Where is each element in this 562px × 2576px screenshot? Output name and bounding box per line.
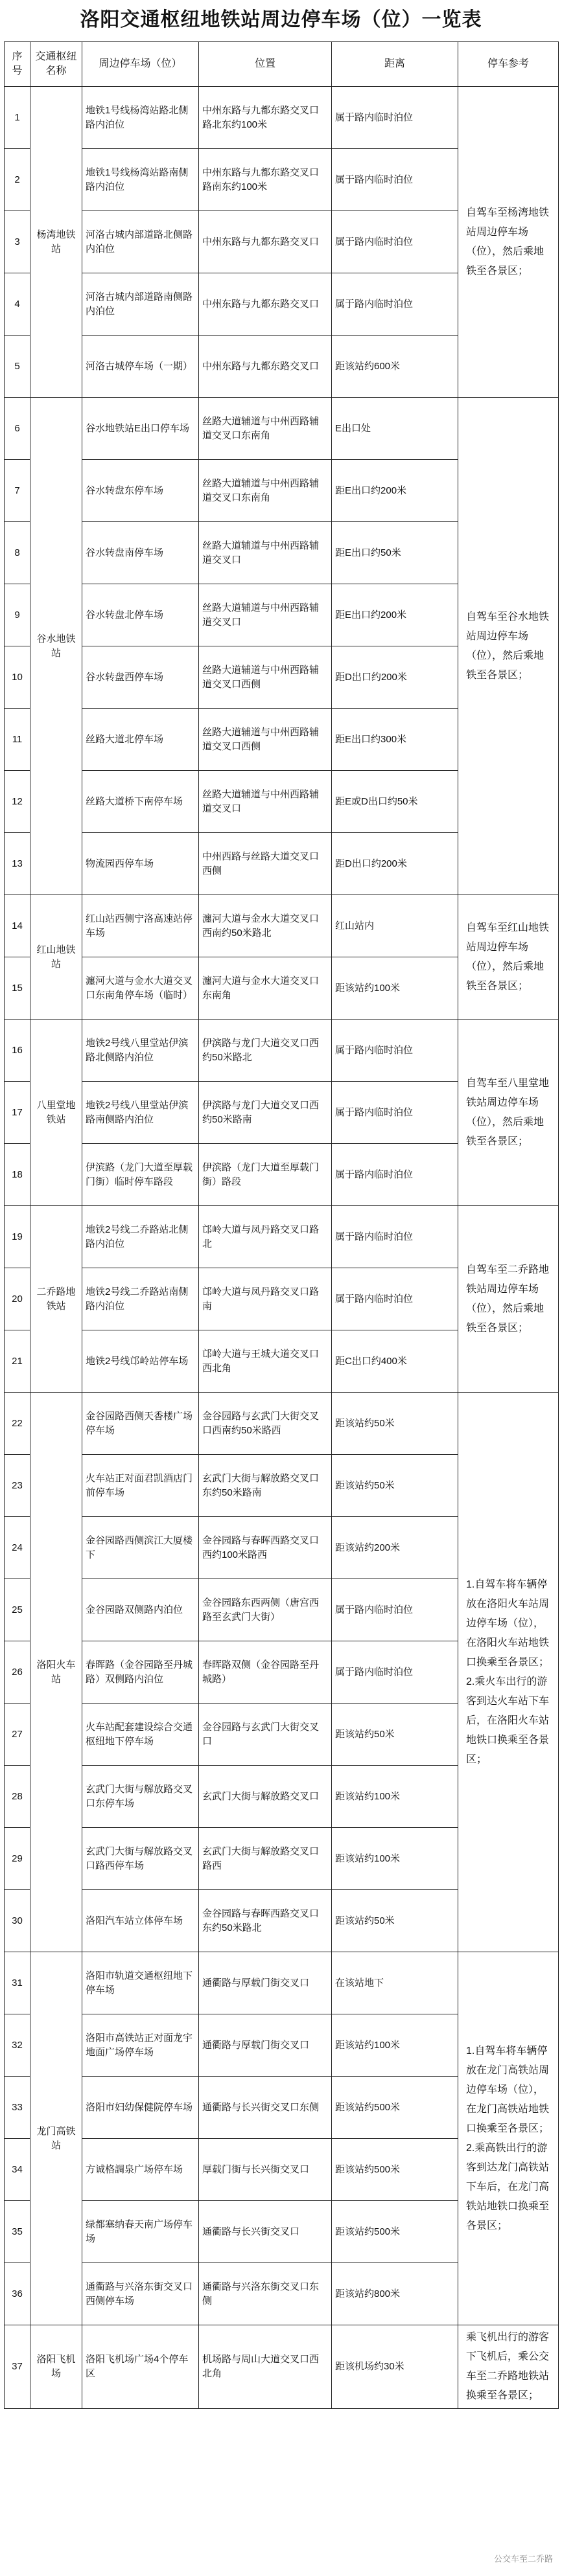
parking-distance: 属于路内临时泊位 [332, 1082, 458, 1144]
row-number: 10 [5, 646, 30, 709]
table-row [5, 1206, 559, 1268]
parking-location: 中州东路与九都东路交叉口路南东约100米 [199, 149, 332, 211]
parking-distance: 距该机场约30米 [332, 2325, 458, 2409]
parking-location: 金谷园路与玄武门大街交叉口西南约50米路西 [199, 1393, 332, 1455]
hub-name: 杨湾地铁站 [30, 87, 82, 398]
parking-distance: 属于路内临时泊位 [332, 273, 458, 336]
parking-location: 中州东路与九都东路交叉口 [199, 273, 332, 336]
row-number: 37 [5, 2325, 30, 2409]
row-number: 11 [5, 709, 30, 771]
parking-lot-name: 丝路大道桥下南停车场 [82, 771, 199, 833]
header-lot: 周边停车场（位） [82, 42, 199, 87]
row-number: 2 [5, 149, 30, 211]
row-number: 3 [5, 211, 30, 273]
parking-distance: 距该站约50米 [332, 1704, 458, 1766]
parking-distance: 属于路内临时泊位 [332, 1579, 458, 1641]
parking-lot-name: 洛阳飞机场广场4个停车区 [82, 2325, 199, 2409]
row-number: 28 [5, 1766, 30, 1828]
row-number: 14 [5, 895, 30, 957]
parking-location: 机场路与周山大道交叉口西北角 [199, 2325, 332, 2409]
row-number: 24 [5, 1517, 30, 1579]
parking-advice: 1.自驾车将车辆停放在洛阳火车站周边停车场（位），在洛阳火车站地铁口换乘至各景区；2.乘火车出行的游客到达火车站下车后，在洛阳火车站地铁口换乘至各景区； [458, 1393, 559, 1952]
parking-lot-name: 伊滨路（龙门大道至厚载门街）临时停车路段 [82, 1144, 199, 1206]
row-number: 13 [5, 833, 30, 895]
parking-location: 中州东路与九都东路交叉口 [199, 336, 332, 398]
table-row [5, 895, 559, 957]
parking-location: 伊滨路与龙门大道交叉口西约50米路北 [199, 1020, 332, 1082]
parking-location: 中州东路与九都东路交叉口 [199, 211, 332, 273]
row-number: 34 [5, 2139, 30, 2201]
table-row [5, 398, 559, 460]
parking-advice: 自驾车至八里堂地铁站周边停车场（位），然后乘地铁至各景区； [458, 1020, 559, 1206]
parking-distance: E出口处 [332, 398, 458, 460]
row-number: 30 [5, 1890, 30, 1952]
row-number: 8 [5, 522, 30, 584]
parking-distance: 属于路内临时泊位 [332, 211, 458, 273]
parking-distance: 距该站约200米 [332, 1517, 458, 1579]
parking-distance: 属于路内临时泊位 [332, 1641, 458, 1704]
parking-location: 丝路大道辅道与中州西路辅道交叉口 [199, 771, 332, 833]
parking-distance: 距该站约50米 [332, 1393, 458, 1455]
hub-name: 谷水地铁站 [30, 398, 82, 895]
parking-location: 丝路大道辅道与中州西路辅道交叉口 [199, 584, 332, 646]
parking-lot-name: 地铁1号线杨湾站路北侧路内泊位 [82, 87, 199, 149]
parking-location: 通衢路与长兴街交叉口东侧 [199, 2077, 332, 2139]
header-seq: 序号 [5, 42, 30, 87]
parking-lot-name: 火车站配套建设综合交通枢纽地下停车场 [82, 1704, 199, 1766]
row-number: 20 [5, 1268, 30, 1330]
parking-lot-name: 河洛古城停车场（一期） [82, 336, 199, 398]
header-hub: 交通枢纽名称 [30, 42, 82, 87]
parking-distance: 属于路内临时泊位 [332, 1020, 458, 1082]
parking-distance: 距该站约100米 [332, 1828, 458, 1890]
row-number: 17 [5, 1082, 30, 1144]
parking-location: 丝路大道辅道与中州西路辅道交叉口东南角 [199, 398, 332, 460]
row-number: 33 [5, 2077, 30, 2139]
hub-name: 洛阳飞机场 [30, 2325, 82, 2409]
parking-lot-name: 河洛古城内部道路北侧路内泊位 [82, 211, 199, 273]
parking-distance: 属于路内临时泊位 [332, 1144, 458, 1206]
parking-location: 通衢路与兴洛东街交叉口东侧 [199, 2263, 332, 2325]
parking-lot-name: 金谷园路西侧天香楼广场停车场 [82, 1393, 199, 1455]
parking-location: 通衢路与厚载门街交叉口 [199, 1952, 332, 2014]
parking-location: 瀍河大道与金水大道交叉口东南角 [199, 957, 332, 1020]
parking-location: 春晖路双侧（金谷园路至丹城路） [199, 1641, 332, 1704]
row-number: 7 [5, 460, 30, 522]
hub-name: 洛阳火车站 [30, 1393, 82, 1952]
parking-lot-name: 金谷园路西侧滨江大厦楼下 [82, 1517, 199, 1579]
parking-advice: 1.自驾车将车辆停放在龙门高铁站周边停车场（位），在龙门高铁站地铁口换乘至各景区；2.乘高铁出行的游客到达龙门高铁站下车后，在龙门高铁站地铁口换乘至各景区； [458, 1952, 559, 2325]
table-header-row [5, 42, 559, 87]
hub-name: 红山地铁站 [30, 895, 82, 1020]
parking-distance: 距C出口约400米 [332, 1330, 458, 1393]
parking-distance: 距该站约800米 [332, 2263, 458, 2325]
row-number: 25 [5, 1579, 30, 1641]
parking-lot-name: 河洛古城内部道路南侧路内泊位 [82, 273, 199, 336]
parking-lot-name: 谷水转盘北停车场 [82, 584, 199, 646]
row-number: 6 [5, 398, 30, 460]
parking-lot-name: 谷水转盘南停车场 [82, 522, 199, 584]
parking-location: 金谷园路与春晖西路交叉口东约50米路北 [199, 1890, 332, 1952]
row-number: 29 [5, 1828, 30, 1890]
parking-lot-name: 火车站正对面君凯酒店门前停车场 [82, 1455, 199, 1517]
parking-advice: 自驾车至谷水地铁站周边停车场（位），然后乘地铁至各景区； [458, 398, 559, 895]
parking-location: 丝路大道辅道与中州西路辅道交叉口 [199, 522, 332, 584]
parking-distance: 距该站约100米 [332, 1766, 458, 1828]
row-number: 21 [5, 1330, 30, 1393]
row-number: 12 [5, 771, 30, 833]
row-number: 22 [5, 1393, 30, 1455]
table-row [5, 87, 559, 149]
parking-distance: 距E或D出口约50米 [332, 771, 458, 833]
header-location: 位置 [199, 42, 332, 87]
parking-location: 金谷园路东西两侧（唐宫西路至玄武门大街） [199, 1579, 332, 1641]
hub-name: 八里堂地铁站 [30, 1020, 82, 1206]
parking-location: 玄武门大街与解放路交叉口东约50米路南 [199, 1455, 332, 1517]
parking-distance: 属于路内临时泊位 [332, 1268, 458, 1330]
parking-location: 丝路大道辅道与中州西路辅道交叉口东南角 [199, 460, 332, 522]
parking-lot-name: 金谷园路双侧路内泊位 [82, 1579, 199, 1641]
parking-lot-name: 谷水转盘西停车场 [82, 646, 199, 709]
parking-distance: 距该站约50米 [332, 1455, 458, 1517]
parking-lot-name: 洛阳市妇幼保健院停车场 [82, 2077, 199, 2139]
parking-distance: 属于路内临时泊位 [332, 87, 458, 149]
parking-lot-name: 绿都塞纳春天南广场停车场 [82, 2201, 199, 2263]
parking-lot-name: 物流园西停车场 [82, 833, 199, 895]
row-number: 18 [5, 1144, 30, 1206]
parking-lot-name: 地铁2号线二乔路站南侧路内泊位 [82, 1268, 199, 1330]
parking-lot-name: 洛阳汽车站立体停车场 [82, 1890, 199, 1952]
parking-lot-name: 通衢路与兴洛东街交叉口西侧停车场 [82, 2263, 199, 2325]
parking-location: 丝路大道辅道与中州西路辅道交叉口西侧 [199, 646, 332, 709]
row-number: 1 [5, 87, 30, 149]
parking-table [4, 41, 559, 2409]
parking-distance: 属于路内临时泊位 [332, 149, 458, 211]
parking-location: 丝路大道辅道与中州西路辅道交叉口西侧 [199, 709, 332, 771]
parking-lot-name: 谷水转盘东停车场 [82, 460, 199, 522]
page-title: 洛阳交通枢纽地铁站周边停车场（位）一览表 [80, 9, 482, 30]
row-number: 16 [5, 1020, 30, 1082]
table-row [5, 2325, 559, 2409]
parking-distance: 距该站约500米 [332, 2139, 458, 2201]
parking-location: 伊滨路与龙门大道交叉口西约50米路南 [199, 1082, 332, 1144]
row-number: 15 [5, 957, 30, 1020]
parking-location: 邙岭大道与凤丹路交叉口路北 [199, 1206, 332, 1268]
row-number: 23 [5, 1455, 30, 1517]
parking-location: 中州东路与九都东路交叉口路北东约100米 [199, 87, 332, 149]
watermark: 公交车至二乔路 [493, 2554, 553, 2564]
parking-distance: 属于路内临时泊位 [332, 1206, 458, 1268]
parking-advice: 自驾车至红山地铁站周边停车场（位），然后乘地铁至各景区； [458, 895, 559, 1020]
parking-lot-name: 春晖路（金谷园路至丹城路）双侧路内泊位 [82, 1641, 199, 1704]
parking-distance: 距D出口约200米 [332, 833, 458, 895]
row-number: 27 [5, 1704, 30, 1766]
parking-lot-name: 地铁1号线杨湾站路南侧路内泊位 [82, 149, 199, 211]
row-number: 9 [5, 584, 30, 646]
parking-location: 邙岭大道与凤丹路交叉口路南 [199, 1268, 332, 1330]
parking-lot-name: 丝路大道北停车场 [82, 709, 199, 771]
parking-distance: 距该站约100米 [332, 957, 458, 1020]
parking-location: 瀍河大道与金水大道交叉口西南约50米路北 [199, 895, 332, 957]
row-number: 5 [5, 336, 30, 398]
parking-lot-name: 洛阳市高铁站正对面龙宇地面广场停车场 [82, 2014, 199, 2077]
row-number: 36 [5, 2263, 30, 2325]
parking-distance: 距D出口约200米 [332, 646, 458, 709]
row-number: 19 [5, 1206, 30, 1268]
parking-location: 金谷园路与玄武门大街交叉口 [199, 1704, 332, 1766]
parking-distance: 距E出口约300米 [332, 709, 458, 771]
parking-location: 玄武门大街与解放路交叉口 [199, 1766, 332, 1828]
parking-location: 通衢路与厚载门街交叉口 [199, 2014, 332, 2077]
parking-lot-name: 地铁2号线八里堂站伊滨路南侧路内泊位 [82, 1082, 199, 1144]
parking-location: 通衢路与长兴街交叉口 [199, 2201, 332, 2263]
parking-lot-name: 地铁2号线二乔路站北侧路内泊位 [82, 1206, 199, 1268]
hub-name: 二乔路地铁站 [30, 1206, 82, 1393]
table-body [5, 87, 559, 2409]
hub-name: 龙门高铁站 [30, 1952, 82, 2325]
parking-lot-name: 玄武门大街与解放路交叉口路西停车场 [82, 1828, 199, 1890]
parking-lot-name: 洛阳市轨道交通枢纽地下停车场 [82, 1952, 199, 2014]
parking-location: 伊滨路（龙门大道至厚载门街）路段 [199, 1144, 332, 1206]
parking-distance: 距该站约500米 [332, 2077, 458, 2139]
row-number: 31 [5, 1952, 30, 2014]
parking-lot-name: 谷水地铁站E出口停车场 [82, 398, 199, 460]
row-number: 26 [5, 1641, 30, 1704]
parking-location: 金谷园路与春晖西路交叉口西约100米路西 [199, 1517, 332, 1579]
parking-distance: 距该站约100米 [332, 2014, 458, 2077]
parking-location: 玄武门大街与解放路交叉口路西 [199, 1828, 332, 1890]
parking-distance: 距E出口约50米 [332, 522, 458, 584]
parking-lot-name: 瀍河大道与金水大道交叉口东南角停车场（临时） [82, 957, 199, 1020]
parking-distance: 距该站约50米 [332, 1890, 458, 1952]
parking-lot-name: 红山站西侧宁洛高速站停车场 [82, 895, 199, 957]
row-number: 4 [5, 273, 30, 336]
parking-location: 中州西路与丝路大道交叉口西侧 [199, 833, 332, 895]
row-number: 35 [5, 2201, 30, 2263]
parking-distance: 距E出口约200米 [332, 584, 458, 646]
parking-lot-name: 地铁2号线八里堂站伊滨路北侧路内泊位 [82, 1020, 199, 1082]
parking-distance: 距E出口约200米 [332, 460, 458, 522]
table-row [5, 1020, 559, 1082]
table-row [5, 1393, 559, 1455]
row-number: 32 [5, 2014, 30, 2077]
table-row [5, 1952, 559, 2014]
parking-distance: 红山站内 [332, 895, 458, 957]
parking-distance: 在该站地下 [332, 1952, 458, 2014]
parking-advice: 乘飞机出行的游客下飞机后，乘公交车至二乔路地铁站换乘至各景区； [458, 2325, 559, 2409]
header-distance: 距离 [332, 42, 458, 87]
parking-location: 邙岭大道与王城大道交叉口西北角 [199, 1330, 332, 1393]
parking-lot-name: 玄武门大街与解放路交叉口东停车场 [82, 1766, 199, 1828]
parking-lot-name: 方诚格調泉广场停车场 [82, 2139, 199, 2201]
parking-advice: 自驾车至二乔路地铁站周边停车场（位），然后乘地铁至各景区； [458, 1206, 559, 1393]
parking-distance: 距该站约500米 [332, 2201, 458, 2263]
parking-distance: 距该站约600米 [332, 336, 458, 398]
parking-advice: 自驾车至杨湾地铁站周边停车场（位），然后乘地铁至各景区； [458, 87, 559, 398]
parking-lot-name: 地铁2号线邙岭站停车场 [82, 1330, 199, 1393]
header-advice: 停车参考 [458, 42, 559, 87]
parking-location: 厚载门街与长兴街交叉口 [199, 2139, 332, 2201]
